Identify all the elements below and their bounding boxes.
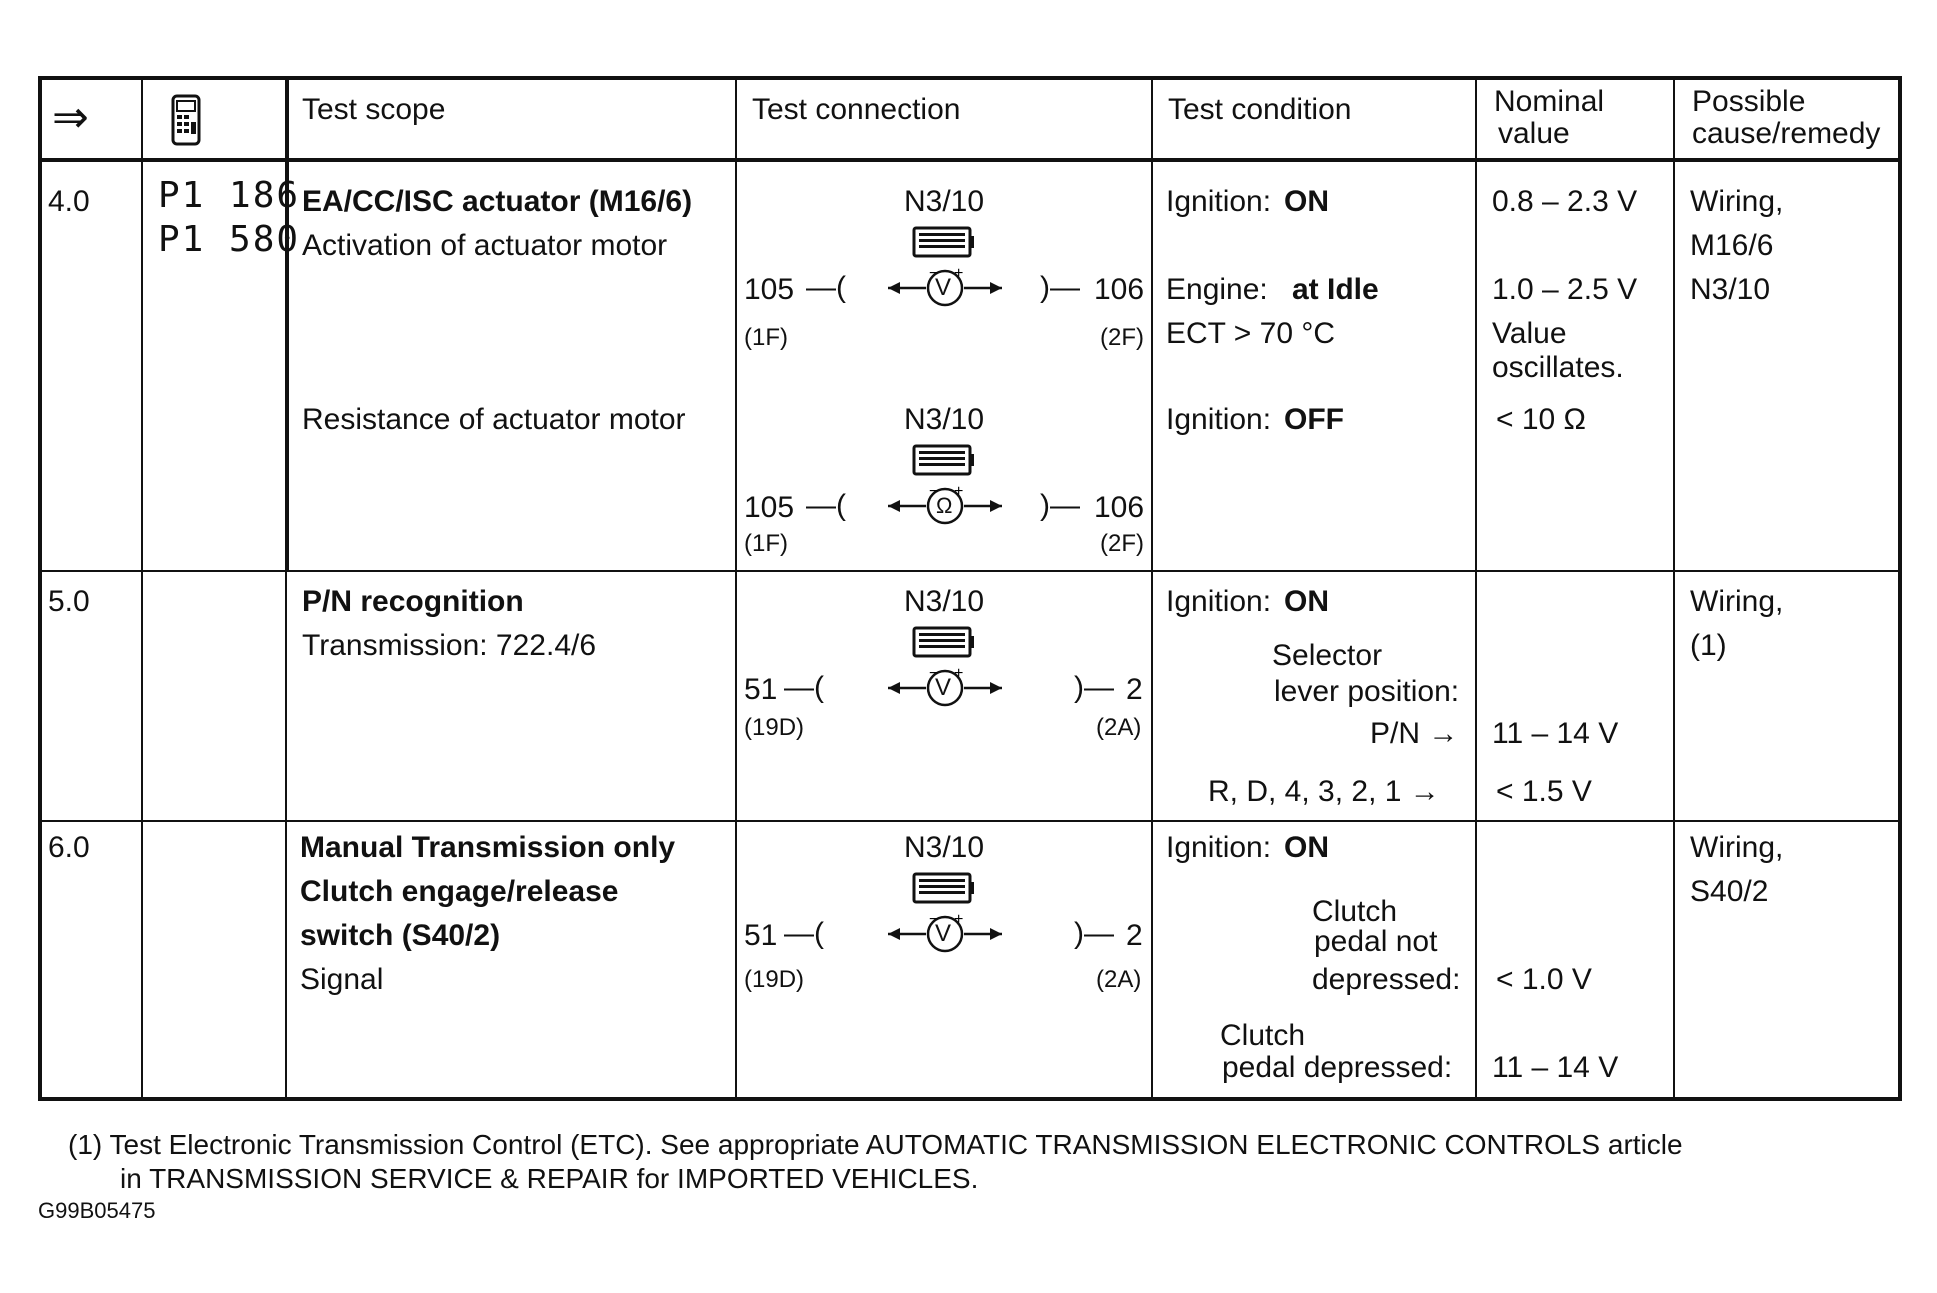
nominal-value: < 10 Ω	[1496, 403, 1586, 436]
scope-title: P/N recognition	[302, 585, 524, 618]
step-number: 4.0	[48, 185, 90, 218]
col-divider-5	[1475, 76, 1477, 1101]
cause-item: S40/2	[1690, 875, 1769, 908]
module-label: N3/10	[904, 403, 985, 436]
fault-code: P1 580	[158, 219, 301, 260]
scope-title: switch (S40/2)	[300, 919, 501, 952]
condition-clutch: pedal depressed:	[1222, 1051, 1453, 1084]
svg-text:+: +	[954, 666, 964, 682]
right-pin: 2	[1126, 919, 1143, 952]
condition-value: ON	[1284, 831, 1329, 864]
right-pin-sub: (2F)	[1100, 324, 1144, 351]
module-label: N3/10	[904, 585, 985, 618]
left-pin-sub: (1F)	[744, 324, 788, 351]
right-plug-symbol: )—	[1074, 671, 1114, 704]
row-divider-1	[38, 570, 1902, 572]
right-plug-symbol: )—	[1040, 271, 1080, 304]
nominal-value: 1.0 – 2.5 V	[1492, 273, 1638, 306]
svg-text:−: −	[929, 266, 939, 282]
condition-label: Engine:	[1166, 273, 1268, 306]
header-possible-cause-2: cause/remedy	[1692, 117, 1881, 150]
svg-text:+: +	[954, 484, 964, 500]
header-nominal-value-1: Nominal	[1494, 85, 1605, 118]
condition-clutch: pedal not	[1314, 925, 1438, 958]
condition-clutch: depressed:	[1312, 963, 1461, 996]
svg-text:+: +	[954, 912, 964, 928]
condition-value: OFF	[1284, 403, 1344, 436]
cause-item: Wiring,	[1690, 185, 1784, 218]
header-test-scope: Test scope	[302, 93, 446, 126]
module-label: N3/10	[904, 185, 985, 218]
figure-reference: G99B05475	[38, 1198, 156, 1223]
nominal-value: 11 – 14 V	[1492, 717, 1619, 750]
ecu-connector-icon	[912, 226, 976, 260]
condition-clutch: Clutch	[1220, 1019, 1306, 1052]
module-label: N3/10	[904, 831, 985, 864]
cause-item: (1)	[1690, 629, 1727, 662]
right-pin: 106	[1094, 273, 1145, 306]
left-plug-symbol: —(	[806, 489, 846, 522]
cause-item: M16/6	[1690, 229, 1774, 262]
col-divider-6	[1673, 76, 1675, 1101]
arrow-header: ⇒	[52, 93, 89, 142]
scope-line: Resistance of actuator motor	[302, 403, 686, 436]
cause-item: Wiring,	[1690, 831, 1784, 864]
nominal-value: < 1.5 V	[1496, 775, 1592, 808]
ecu-connector-icon	[912, 872, 976, 906]
footnote-line-2: in TRANSMISSION SERVICE & REPAIR for IMPORTED VEHICLES.	[120, 1163, 979, 1194]
fault-code: P1 186	[158, 175, 301, 216]
right-pin-sub: (2F)	[1100, 530, 1144, 557]
col-divider-4	[1151, 76, 1153, 1101]
condition-label: Ignition:	[1166, 831, 1272, 864]
condition-drive: R, D, 4, 3, 2, 1 →	[1208, 775, 1440, 808]
header-test-connection: Test connection	[752, 93, 961, 126]
header-possible-cause-1: Possible	[1692, 85, 1806, 118]
step-number: 6.0	[48, 831, 90, 864]
right-pin-sub: (2A)	[1096, 714, 1142, 741]
scope-title: EA/CC/ISC actuator (M16/6)	[302, 185, 693, 218]
col-divider-3	[735, 76, 737, 1101]
condition-clutch: Clutch	[1312, 895, 1398, 928]
scope-line: Activation of actuator motor	[302, 229, 668, 262]
left-pin-sub: (19D)	[744, 714, 805, 741]
right-plug-symbol: )—	[1040, 489, 1080, 522]
meter-unit: V	[935, 920, 952, 947]
right-pin: 106	[1094, 491, 1145, 524]
right-pin: 2	[1126, 673, 1143, 706]
left-plug-symbol: —(	[806, 271, 846, 304]
ecu-connector-icon	[912, 626, 976, 660]
nominal-value: Value	[1492, 317, 1567, 350]
condition-selector: Selector	[1272, 639, 1383, 672]
scope-line: Transmission: 722.4/6	[302, 629, 597, 662]
condition-value: ON	[1284, 185, 1329, 218]
condition-label: Ignition:	[1166, 403, 1272, 436]
header-divider	[38, 158, 1902, 162]
condition-selector: lever position:	[1274, 675, 1460, 708]
cause-item: N3/10	[1690, 273, 1771, 306]
svg-text:+: +	[954, 266, 964, 282]
left-pin: 51	[744, 919, 778, 952]
nominal-value: 0.8 – 2.3 V	[1492, 185, 1638, 218]
left-pin: 51	[744, 673, 778, 706]
scope-title: Manual Transmission only	[300, 831, 676, 864]
condition-ect: ECT > 70 °C	[1166, 317, 1336, 350]
nominal-value: 11 – 14 V	[1492, 1051, 1619, 1084]
header-test-condition: Test condition	[1168, 93, 1352, 126]
left-pin: 105	[744, 491, 795, 524]
meter-unit: V	[935, 674, 952, 701]
left-plug-symbol: —(	[784, 671, 824, 704]
footnote-line-1: (1) Test Electronic Transmission Control (ETC). See appropriate AUTOMATIC TRANSMISSION ELECTRONIC CONTROLS article	[68, 1129, 1683, 1160]
scope-title: Clutch engage/release	[300, 875, 619, 908]
condition-pn: P/N →	[1370, 717, 1459, 750]
nominal-value: < 1.0 V	[1496, 963, 1592, 996]
col-divider-1	[141, 76, 143, 1101]
left-pin-sub: (1F)	[744, 530, 788, 557]
meter-unit: V	[935, 274, 952, 301]
diagnostic-tester-icon	[167, 94, 207, 148]
header-nominal-value-2: value	[1498, 117, 1570, 150]
row-divider-2	[38, 820, 1902, 822]
step-number: 5.0	[48, 585, 90, 618]
ecu-connector-icon	[912, 444, 976, 478]
left-pin-sub: (19D)	[744, 966, 805, 993]
cause-item: Wiring,	[1690, 585, 1784, 618]
condition-value: at Idle	[1292, 273, 1379, 306]
condition-value: ON	[1284, 585, 1329, 618]
nominal-value: oscillates.	[1492, 351, 1624, 384]
meter-unit: Ω	[936, 493, 953, 518]
condition-label: Ignition:	[1166, 585, 1272, 618]
svg-text:−: −	[929, 666, 939, 682]
scope-line: Signal	[300, 963, 384, 996]
col-divider-2-thick	[285, 76, 289, 570]
left-pin: 105	[744, 273, 795, 306]
right-plug-symbol: )—	[1074, 917, 1114, 950]
condition-label: Ignition:	[1166, 185, 1272, 218]
right-pin-sub: (2A)	[1096, 966, 1142, 993]
left-plug-symbol: —(	[784, 917, 824, 950]
svg-text:−: −	[929, 484, 939, 500]
svg-text:−: −	[929, 912, 939, 928]
